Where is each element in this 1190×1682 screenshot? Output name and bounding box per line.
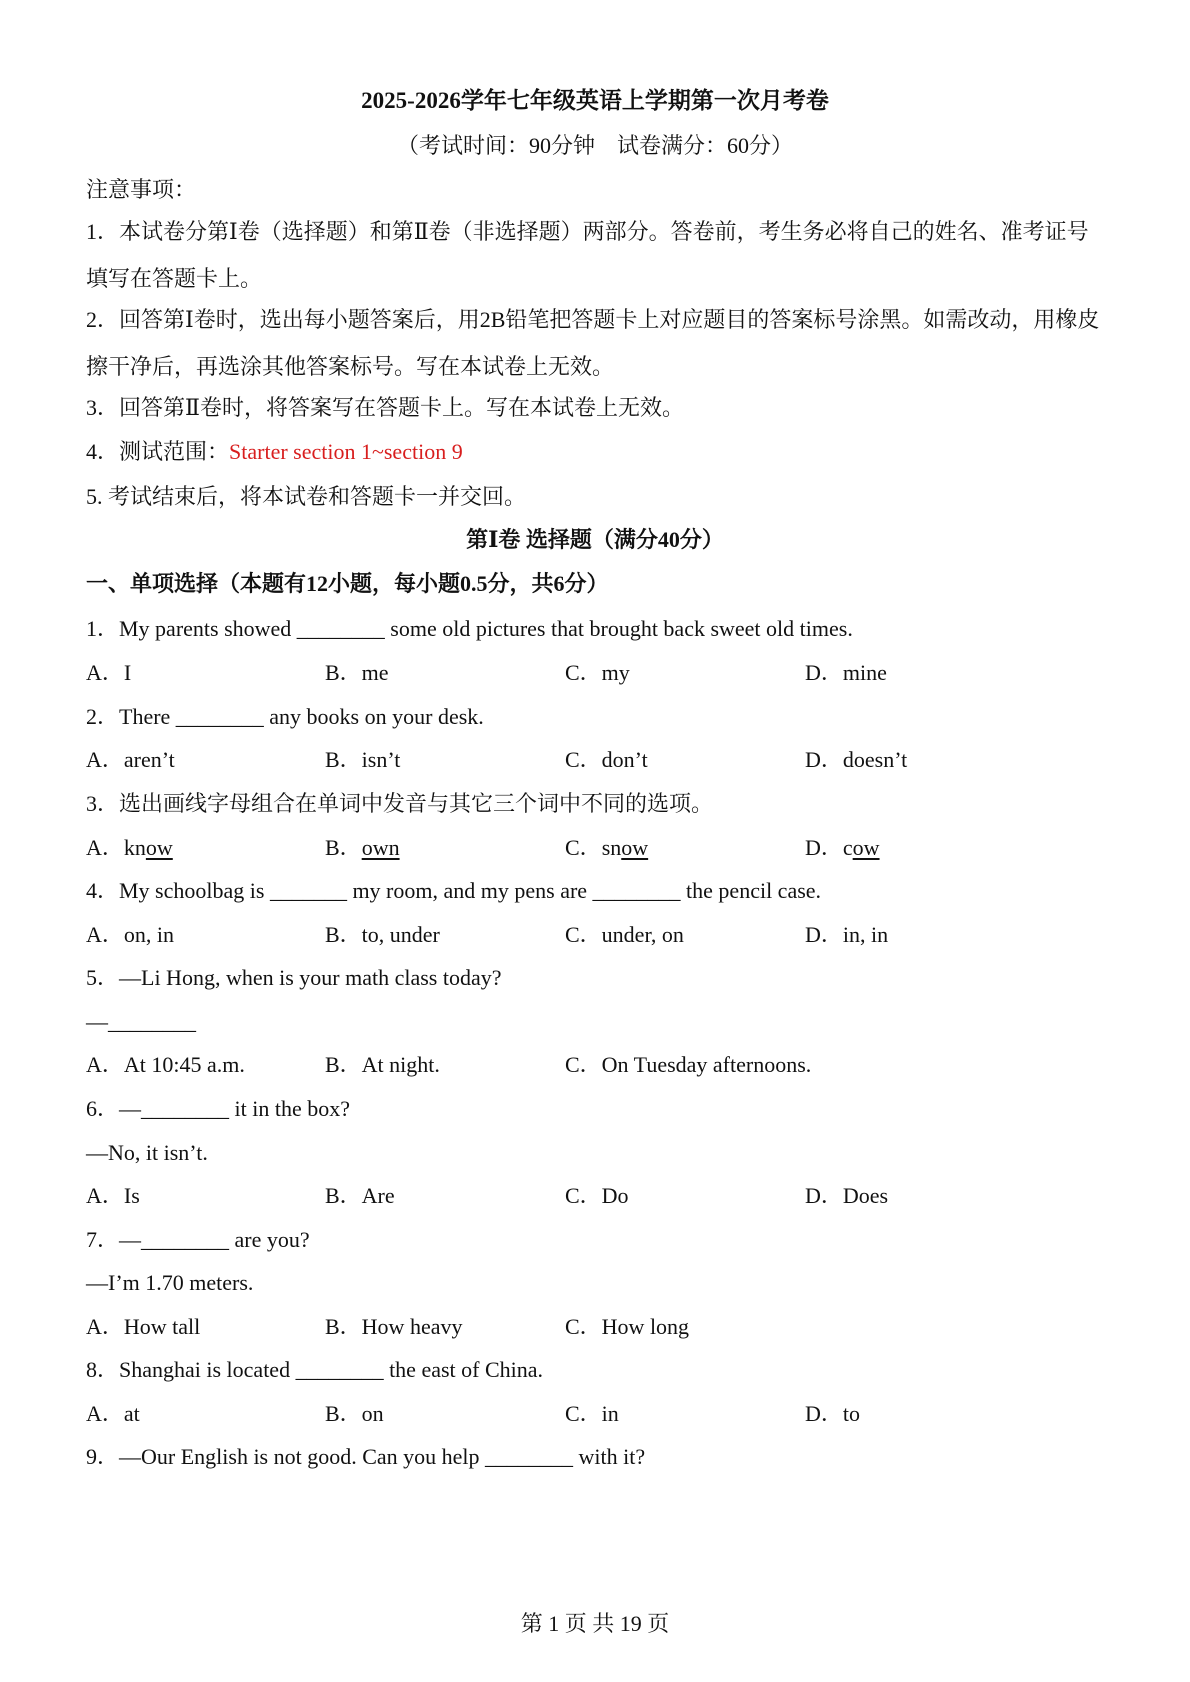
option-b: B．to, under — [325, 922, 440, 947]
option-a: A．I — [86, 660, 132, 685]
question-stem: 1．My parents showed ________ some old pictures that brought back sweet old times. — [86, 616, 853, 641]
word-part: c — [842, 835, 853, 860]
word-part: sn — [601, 835, 622, 860]
option-c: C．don’t — [565, 747, 648, 772]
option-d: D．doesn’t — [805, 747, 908, 772]
option-c: C．in — [565, 1401, 619, 1426]
test-scope: Starter section 1~section 9 — [229, 439, 463, 464]
dialog-reply: —________ — [86, 1009, 196, 1034]
option-b: B．At night. — [325, 1052, 440, 1077]
question-stem: 6．—________ it in the box? — [86, 1096, 350, 1121]
option-c: C．On Tuesday afternoons. — [565, 1052, 812, 1077]
option-a — [86, 833, 173, 863]
option-c — [565, 833, 648, 863]
question-stem: 5．—Li Hong, when is your math class today? — [86, 965, 502, 990]
option-a: A．How tall — [86, 1314, 201, 1339]
exam-title: 2025-2026学年七年级英语上学期第一次月考卷 — [361, 88, 829, 113]
question-stem: 7．—________ are you? — [86, 1227, 310, 1252]
question-stem: 8．Shanghai is located ________ the east of China. — [86, 1357, 544, 1382]
underlined-letters: own — [361, 835, 400, 860]
option-b: B．How heavy — [325, 1314, 463, 1339]
option-d: D．in, in — [805, 922, 889, 947]
part1-title: 第Ⅰ卷 选择题（满分40分） — [466, 527, 724, 552]
option-a: A．at — [86, 1401, 140, 1426]
option-b: B．on — [325, 1401, 384, 1426]
option-b: B．Are — [325, 1183, 395, 1208]
option-label: B． — [325, 835, 362, 860]
option-a: A．aren’t — [86, 747, 175, 772]
note-item-5: 5. 考试结束后，将本试卷和答题卡一并交回。 — [86, 484, 527, 509]
question-stem: 9．—Our English is not good. Can you help ________ with it? — [86, 1444, 646, 1469]
option-label: C． — [565, 835, 602, 860]
option-a: A．At 10:45 a.m. — [86, 1052, 245, 1077]
option-d: D．to — [805, 1401, 861, 1426]
dialog-reply: —No, it isn’t. — [86, 1140, 208, 1165]
underlined-letters: ow — [145, 835, 173, 860]
note-item-2: 2．回答第Ⅰ卷时，选出每小题答案后，用2B铅笔把答题卡上对应题目的答案标号涂黑。如需改动，用橡皮擦干净后，再选涂其他答案标号。写在本试卷上无效。 — [86, 307, 1100, 379]
note-item-4 — [86, 437, 463, 467]
note-item-4-label: 4．测试范围： — [86, 439, 230, 464]
option-c: C．How long — [565, 1314, 690, 1339]
option-b — [325, 833, 400, 863]
option-label: A． — [86, 835, 124, 860]
option-d: D．Does — [805, 1183, 889, 1208]
section-title: 一、单项选择（本题有12小题，每小题0.5分，共6分） — [86, 571, 609, 596]
option-b: B．isn’t — [325, 747, 401, 772]
option-d: D．mine — [805, 660, 887, 685]
underlined-letters: ow — [852, 835, 880, 860]
option-d — [805, 833, 880, 863]
option-a: A．on, in — [86, 922, 175, 947]
option-c: C．Do — [565, 1183, 629, 1208]
note-item-1: 1．本试卷分第Ⅰ卷（选择题）和第Ⅱ卷（非选择题）两部分。答卷前，考生务必将自己的姓名、准考证号填写在答题卡上。 — [86, 219, 1089, 291]
underlined-letters: ow — [621, 835, 649, 860]
dialog-reply: —I’m 1.70 meters. — [86, 1270, 254, 1295]
question-stem: 2．There ________ any books on your desk. — [86, 704, 484, 729]
page-number: 第 1 页 共 19 页 — [520, 1611, 670, 1636]
option-a: A．Is — [86, 1183, 140, 1208]
word-part: kn — [123, 835, 146, 860]
option-c: C．under, on — [565, 922, 684, 947]
option-b: B．me — [325, 660, 389, 685]
option-label: D． — [805, 835, 843, 860]
question-stem: 3．选出画线字母组合在单词中发音与其它三个词中不同的选项。 — [86, 791, 714, 816]
exam-subtitle: （考试时间：90分钟 试卷满分：60分） — [396, 133, 793, 158]
option-c: C．my — [565, 660, 630, 685]
question-stem: 4．My schoolbag is _______ my room, and my pens are ________ the pencil case. — [86, 878, 822, 903]
note-item-3: 3．回答第Ⅱ卷时，将答案写在答题卡上。写在本试卷上无效。 — [86, 395, 684, 420]
notes-heading: 注意事项： — [86, 177, 197, 202]
